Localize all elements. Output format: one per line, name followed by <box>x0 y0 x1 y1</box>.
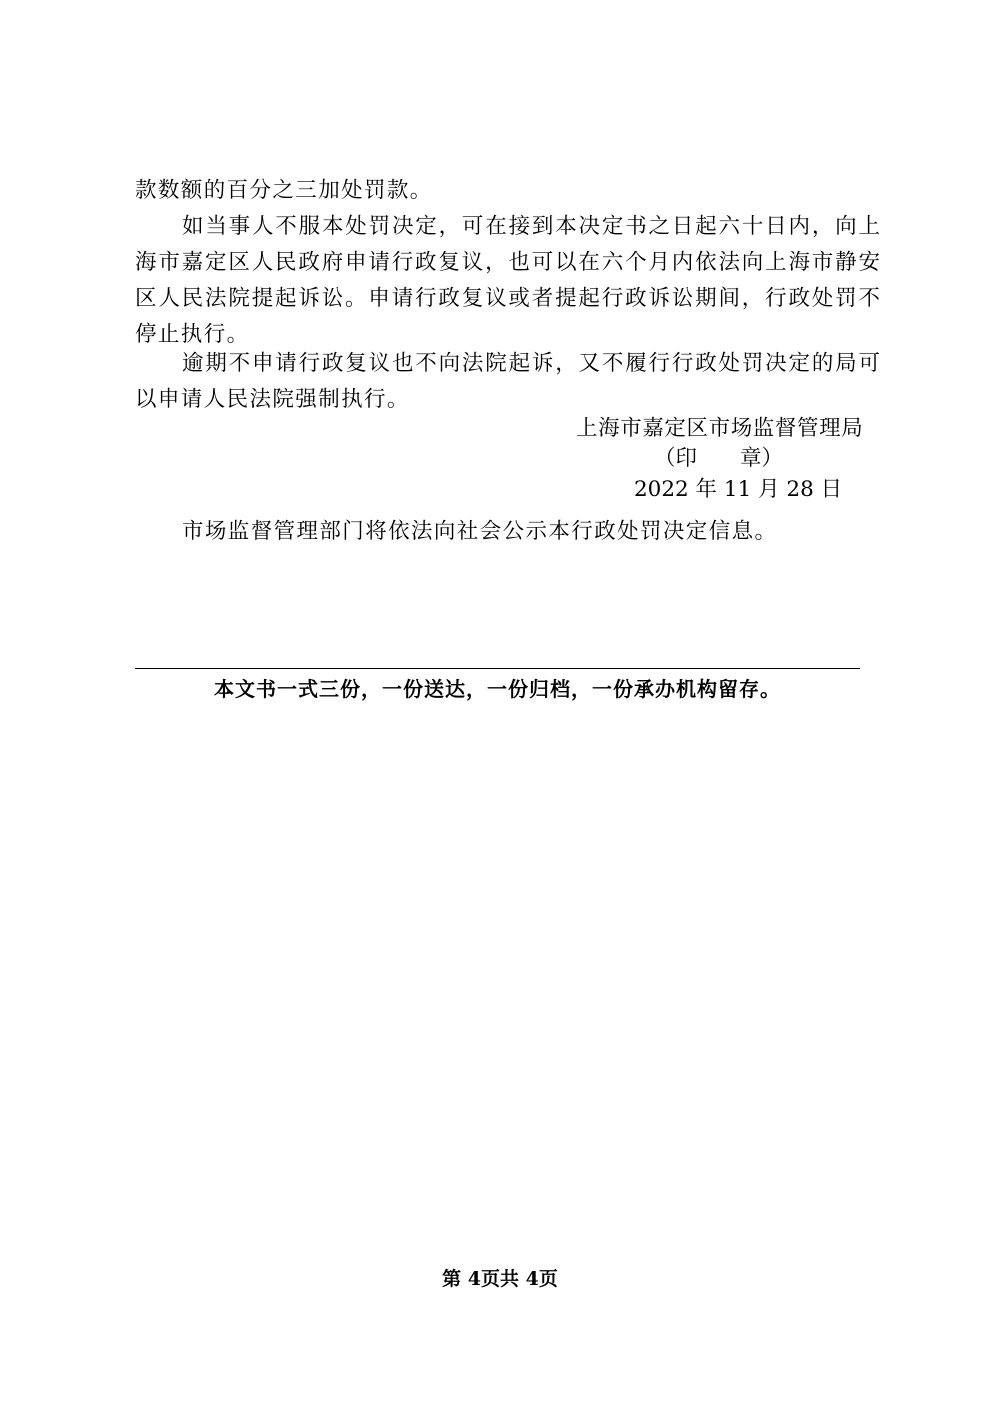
seal-placeholder: （印 章） <box>654 446 784 471</box>
paragraph-line-4: 区人民法院提起诉讼。申请行政复议或者提起行政诉讼期间，行政处罚不 <box>135 286 880 311</box>
decision-date: 2022 年 11 月 28 日 <box>634 477 843 502</box>
page-number: 第 4页共 4页 <box>442 1268 558 1290</box>
publicity-statement: 市场监督管理部门将依法向社会公示本行政处罚决定信息。 <box>182 519 778 544</box>
paragraph-line-1: 款数额的百分之三加处罚款。 <box>135 178 433 203</box>
paragraph-line-3: 海市嘉定区人民政府申请行政复议，也可以在六个月内依法向上海市静安 <box>135 250 880 275</box>
issuing-agency: 上海市嘉定区市场监督管理局 <box>576 416 864 441</box>
paragraph-line-5: 停止执行。 <box>135 322 250 347</box>
paragraph-line-6: 逾期不申请行政复议也不向法院起诉，又不履行行政处罚决定的局可 <box>182 351 880 376</box>
copies-note: 本文书一式三份，一份送达，一份归档，一份承办机构留存。 <box>214 677 781 701</box>
paragraph-line-2: 如当事人不服本处罚决定，可在接到本决定书之日起六十日内，向上 <box>182 214 880 239</box>
paragraph-line-7: 以申请人民法院强制执行。 <box>135 387 410 412</box>
divider-line <box>135 668 860 669</box>
